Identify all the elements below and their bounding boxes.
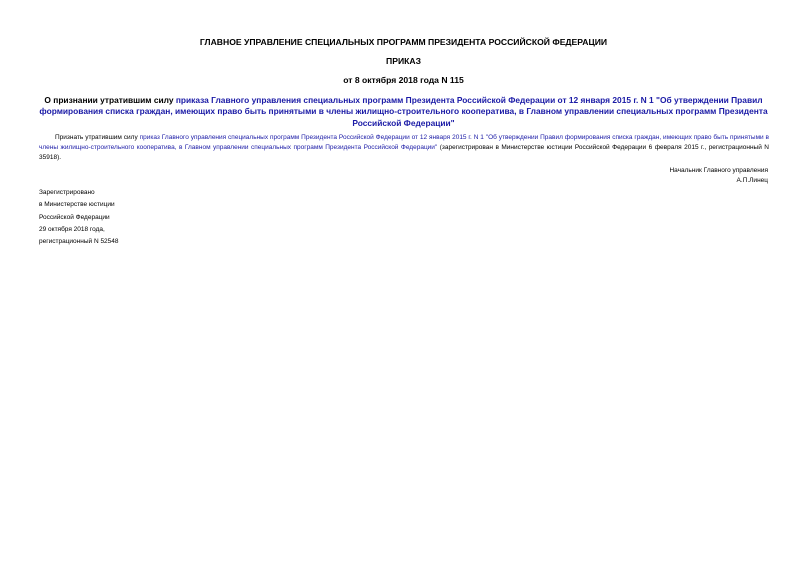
body-prefix: Признать утратившим силу xyxy=(55,134,140,141)
registration-block xyxy=(39,187,119,248)
agency-heading: ГЛАВНОЕ УПРАВЛЕНИЕ СПЕЦИАЛЬНЫХ ПРОГРАММ ПРЕЗИДЕНТА РОССИЙСКОЙ ФЕДЕРАЦИИ xyxy=(199,37,608,47)
registration-line: Зарегистрировано xyxy=(39,189,95,196)
registration-line: 29 октября 2018 года, xyxy=(39,225,105,233)
body-link[interactable]: приказ Главного управления специальных программ Президента Российской Федерации от 12 января 2015 г. N 1 "Об утверждении Правил формирования списка граждан, имеющих право быть принятыми в члены жилищно-строительного кооператива, в Главном управлении специальных программ Президента Российской Федерации" xyxy=(39,134,770,152)
title-prefix: О признании утратившим силу xyxy=(44,95,176,105)
date-number-heading: от 8 октября 2018 года N 115 xyxy=(343,75,464,85)
body-paragraph xyxy=(39,133,769,164)
document-title xyxy=(34,95,773,129)
registration-line: в Министерстве юстиции xyxy=(39,201,115,209)
signature-position: Начальник Главного управления xyxy=(669,167,768,174)
document-type-heading: ПРИКАЗ xyxy=(386,56,421,66)
body-suffix: (зарегистрирован в Министерстве юстиции Российской Федерации 6 февраля 2015 г., регистрационный N 35918). xyxy=(39,144,769,162)
registration-line: регистрационный N 52548 xyxy=(39,238,119,246)
registration-line: Российской Федерации xyxy=(39,213,110,221)
title-link[interactable]: приказа Главного управления специальных программ Президента Российской Федерации от 12 января 2015 г. N 1 "Об утверждении Правил формирования списка граждан, имеющих право быть принятыми в члены жилищно-строительного кооператива, в Главном управлении специальных программ Президента Российской Федерации" xyxy=(39,95,768,128)
signature-name: А.П.Линец xyxy=(736,177,768,184)
